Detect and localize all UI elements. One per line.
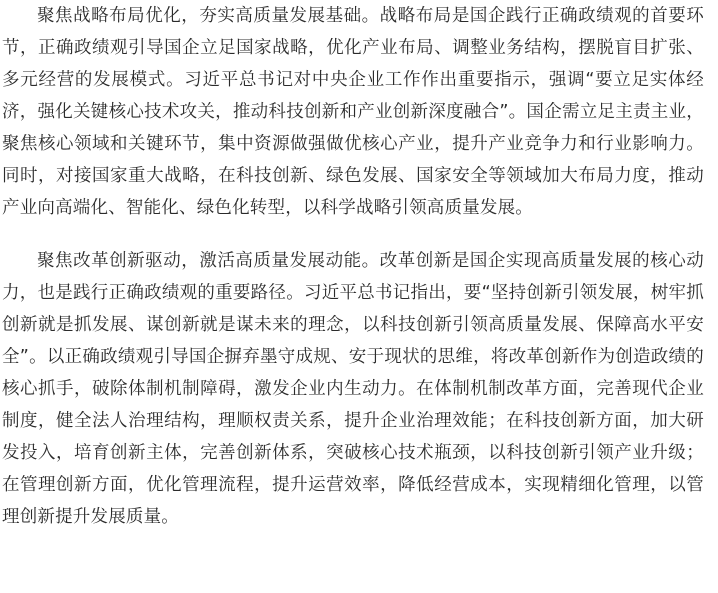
paragraph-strategic-layout: 聚焦战略布局优化，夯实高质量发展基础。战略布局是国企践行正确政绩观的首要环节，正确政绩观引导国企立足国家战略，优化产业布局、调整业务结构，摆脱盲目扩张、多元经营的发展模式。习近平总书记对中央企业工作作出重要指示，强调“要立足实体经济，强化关键核心技术攻关，推动科技创新和产业创新深度融合”。国企需立足主责主业，聚焦核心领域和关键环节，集中资源做强做优核心产业，提升产业竞争力和行业影响力。同时，对接国家重大战略，在科技创新、绿色发展、国家安全等领域加大布局力度，推动产业向高端化、智能化、绿色化转型，以科学战略引领高质量发展。 <box>2 6 704 218</box>
paragraph-reform-innovation: 聚焦改革创新驱动，激活高质量发展动能。改革创新是国企实现高质量发展的核心动力，也是践行正确政绩观的重要路径。习近平总书记指出，要“坚持创新引领发展，树牢抓创新就是抓发展、谋创新就是谋未来的理念，以科技创新引领高质量发展、保障高水平安全”。以正确政绩观引导国企摒弃墨守成规、安于现状的思维，将改革创新作为创造政绩的核心抓手，破除体制机制障碍，激发企业内生动力。在体制机制改革方面，完善现代企业制度，健全法人治理结构，理顺权责关系，提升企业治理效能；在科技创新方面，加大研发投入，培育创新主体，完善创新体系，突破核心技术瓶颈，以科技创新引领产业升级；在管理创新方面，优化管理流程，提升运营效率，降低经营成本，实现精细化管理，以管理创新提升发展质量。 <box>2 251 704 527</box>
